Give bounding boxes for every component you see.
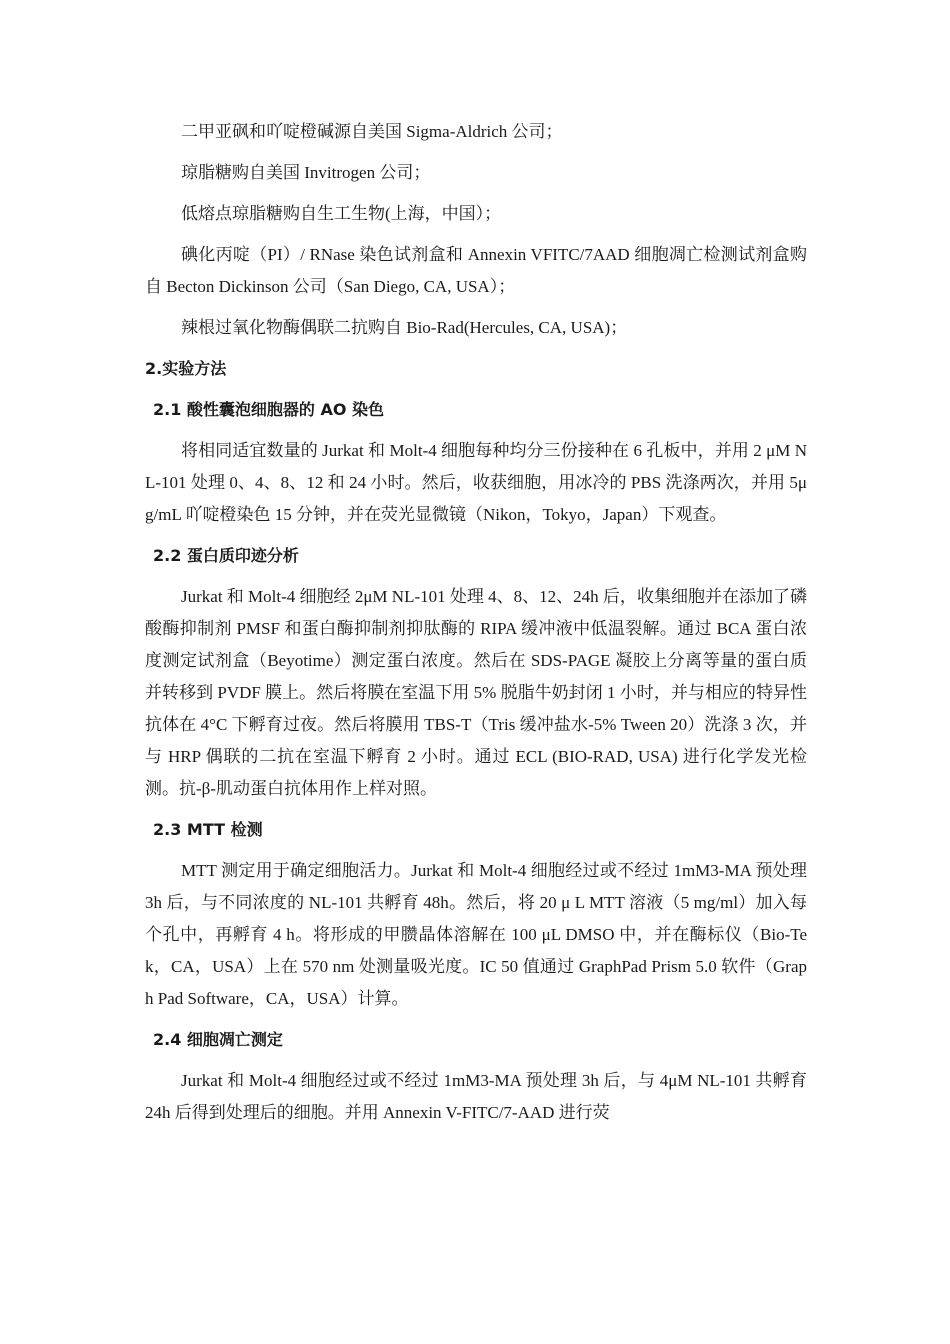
subsection-title: 2.2 蛋白质印迹分析 (153, 546, 299, 565)
subsection-mtt (145, 814, 807, 1015)
subsection-western-blot (145, 540, 807, 805)
subsection-ao-staining (145, 394, 807, 531)
subsection-body: 将相同适宜数量的 Jurkat 和 Molt-4 细胞每种均分三份接种在 6 孔板中，并用 2 μM NL-101 处理 0、4、8、12 和 24 小时。然后，收获细胞，用冰冷的 PBS 洗涤两次，并用 5μ g/mL 吖啶橙染色 15 分钟，并在荧光显微镜（Nikon，Tokyo，Japan）下观查。 (145, 441, 807, 524)
subsection-body: Jurkat 和 Molt-4 细胞经过或不经过 1mM3-MA 预处理 3h 后，与 4μM NL-101 共孵育 24h 后得到处理后的细胞。并用 Annexin V-FITC/7-AAD 进行荧 (145, 1071, 807, 1122)
material-item: 二甲亚砜和吖啶橙碱源自美国 Sigma-Aldrich 公司； (181, 122, 563, 141)
material-item: 辣根过氧化物酶偶联二抗购自 Bio-Rad(Hercules, CA, USA)； (181, 318, 628, 337)
document-body (145, 116, 807, 1138)
subsection-title: 2.3 MTT 检测 (153, 820, 263, 839)
material-item: 低熔点琼脂糖购自生工生物(上海，中国）； (181, 204, 502, 223)
subsection-apoptosis (145, 1024, 807, 1129)
subsection-body: Jurkat 和 Molt-4 细胞经 2μM NL-101 处理 4、8、12、24h 后，收集细胞并在添加了磷酸酶抑制剂 PMSF 和蛋白酶抑制剂抑肽酶的 RIPA 缓冲液中低温裂解。通过 BCA 蛋白浓度测定试剂盒（Beyotime）测定蛋白浓度。然后在 SDS-PAGE 凝胶上分离等量的蛋白质并转移到 PVDF 膜上。然后将膜在室温下用 5% 脱脂牛奶封闭 1 小时，并与相应的特异性抗体在 4°C 下孵育过夜。然后将膜用 TBS-T（Tris 缓冲盐水-5% Tween 20）洗涤 3 次，并与 HRP 偶联的二抗在室温下孵育 2 小时。通过 ECL (BIO-RAD, USA) 进行化学发光检测。抗-β-肌动蛋白抗体用作上样对照。 (145, 587, 807, 798)
materials-list (145, 116, 807, 344)
section-title: 2.实验方法 (145, 359, 227, 378)
subsection-title: 2.1 酸性囊泡细胞器的 AO 染色 (153, 400, 385, 419)
subsection-title: 2.4 细胞凋亡测定 (153, 1030, 283, 1049)
material-item: 碘化丙啶（PI）/ RNase 染色试剂盒和 Annexin VFITC/7AAD 细胞凋亡检测试剂盒购自 Becton Dickinson 公司（San Diego, CA, USA）； (145, 245, 807, 296)
material-item: 琼脂糖购自美国 Invitrogen 公司； (181, 163, 431, 182)
subsection-body: MTT 测定用于确定细胞活力。Jurkat 和 Molt-4 细胞经过或不经过 1mM3-MA 预处理 3h 后，与不同浓度的 NL-101 共孵育 48h。然后，将 20 μ L MTT 溶液（5 mg/ml）加入每个孔中，再孵育 4 h。将形成的甲臜晶体溶解在 100 μL DMSO 中，并在酶标仪（Bio-Tek，CA，USA）上在 570 nm 处测量吸光度。IC 50 值通过 GraphPad Prism 5.0 软件（Graph Pad Software，CA，USA）计算。 (145, 861, 807, 1008)
